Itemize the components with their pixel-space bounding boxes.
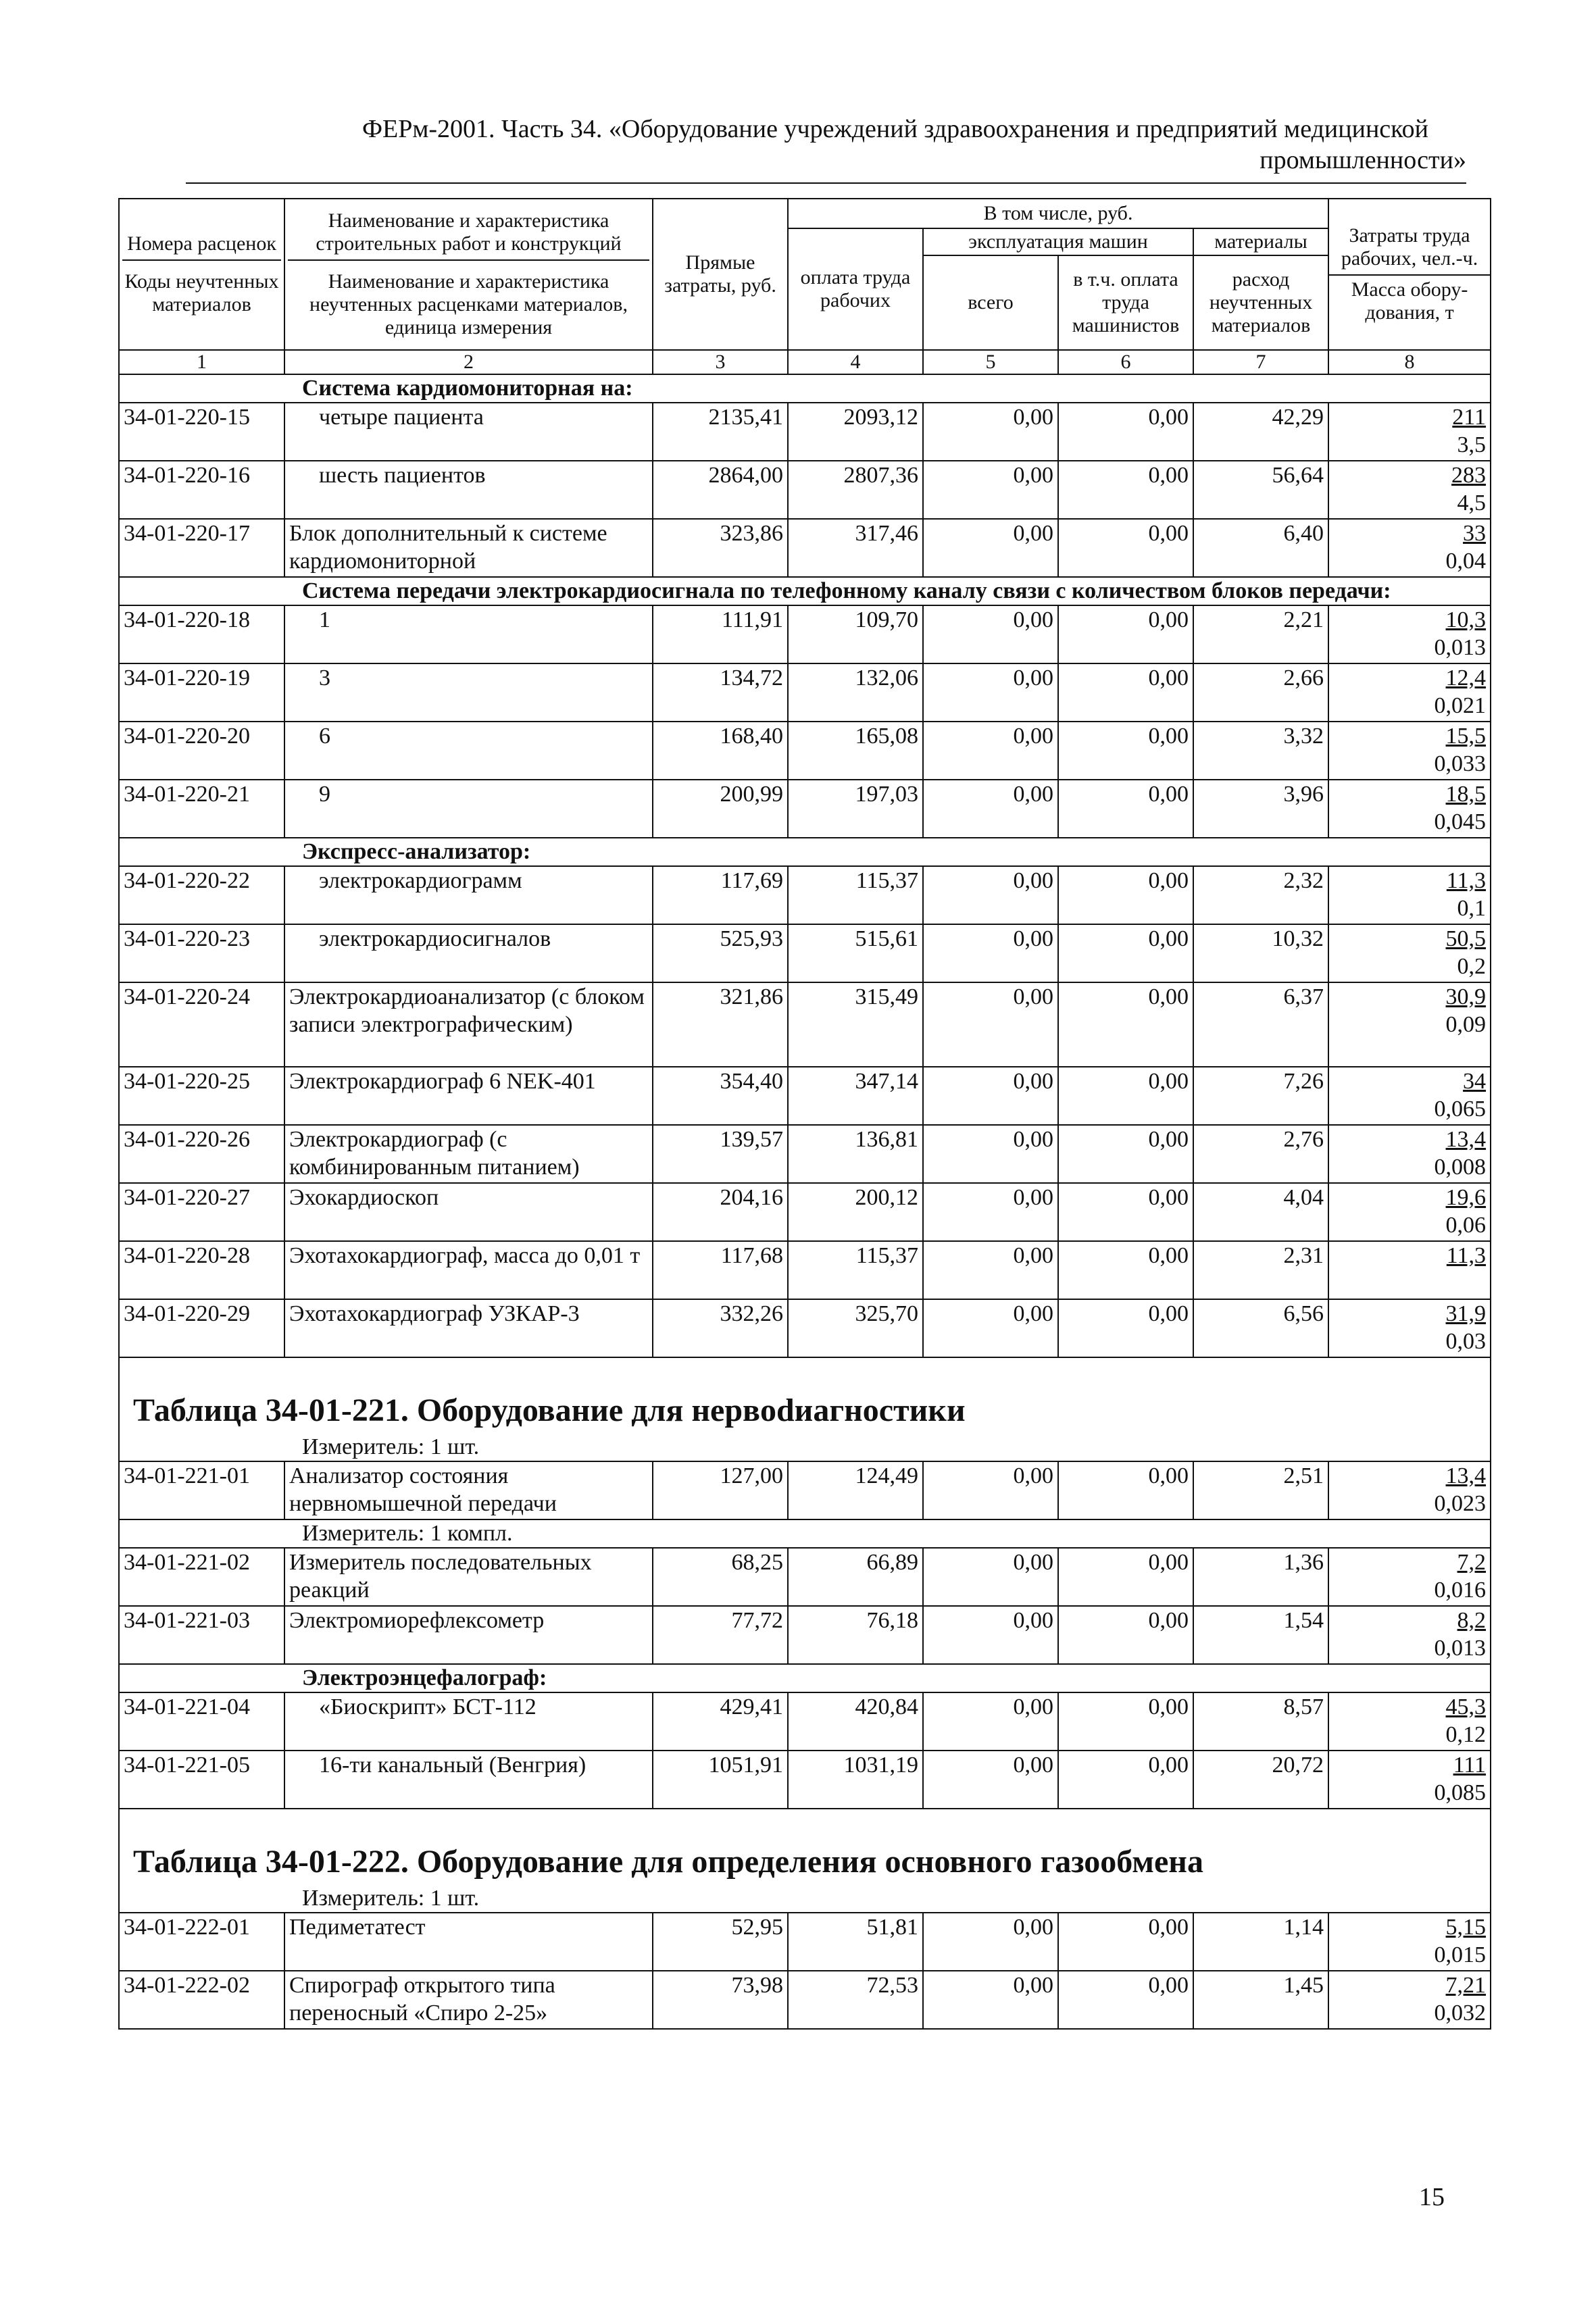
labor-mass-cell xyxy=(1328,1913,1491,1971)
work-name: четыре пациента xyxy=(284,403,653,461)
machine-cost: 0,00 xyxy=(923,663,1058,722)
table-row xyxy=(119,663,1491,722)
section-group-row xyxy=(119,577,1491,605)
table-row xyxy=(119,1692,1491,1751)
materials-cost: 8,57 xyxy=(1193,1692,1328,1751)
labor-mass-cell xyxy=(1328,519,1491,577)
table-title-row xyxy=(119,1809,1491,1885)
labor-cost: 72,53 xyxy=(788,1971,923,2029)
machine-cost: 0,00 xyxy=(923,1606,1058,1664)
labor-hours: 13,4 xyxy=(1445,1463,1487,1488)
labor-cost: 420,84 xyxy=(788,1692,923,1751)
head-col3: Прямые затраты, руб. xyxy=(653,199,788,350)
machinist-cost: 0,00 xyxy=(1058,1548,1193,1606)
labor-cost: 115,37 xyxy=(788,866,923,924)
materials-cost: 20,72 xyxy=(1193,1751,1328,1809)
labor-cost: 200,12 xyxy=(788,1183,923,1241)
machinist-cost: 0,00 xyxy=(1058,1125,1193,1183)
machinist-cost: 0,00 xyxy=(1058,924,1193,982)
machinist-cost: 0,00 xyxy=(1058,1461,1193,1519)
machinist-cost: 0,00 xyxy=(1058,1971,1193,2029)
column-number: 1 xyxy=(119,350,284,374)
rate-code: 34-01-220-24 xyxy=(119,982,284,1067)
machinist-cost: 0,00 xyxy=(1058,605,1193,663)
rate-code: 34-01-220-27 xyxy=(119,1183,284,1241)
section-group-row xyxy=(119,1664,1491,1692)
labor-cost: 51,81 xyxy=(788,1913,923,1971)
labor-hours: 12,4 xyxy=(1445,665,1487,690)
machinist-cost: 0,00 xyxy=(1058,663,1193,722)
direct-cost: 323,86 xyxy=(653,519,788,577)
direct-cost: 134,72 xyxy=(653,663,788,722)
labor-hours: 31,9 xyxy=(1445,1301,1487,1326)
materials-cost: 1,54 xyxy=(1193,1606,1328,1664)
equipment-mass: 0,03 xyxy=(1445,1329,1487,1354)
machinist-cost: 0,00 xyxy=(1058,403,1193,461)
machine-cost: 0,00 xyxy=(923,1913,1058,1971)
labor-mass-cell xyxy=(1328,461,1491,519)
labor-mass-cell xyxy=(1328,1183,1491,1241)
table-title-row xyxy=(119,1357,1491,1434)
table-row xyxy=(119,1751,1491,1809)
labor-mass-cell xyxy=(1328,780,1491,838)
equipment-mass: 0,016 xyxy=(1434,1578,1487,1603)
head-col2-bottom: Наименование и характеристика неучтенных расценками материалов, единица измерения xyxy=(309,270,628,338)
head-group-mach: эксплуатация машин xyxy=(923,228,1193,255)
table-row xyxy=(119,1125,1491,1183)
rate-code: 34-01-220-17 xyxy=(119,519,284,577)
materials-cost: 2,32 xyxy=(1193,866,1328,924)
labor-hours: 19,6 xyxy=(1445,1185,1487,1210)
machinist-cost: 0,00 xyxy=(1058,1606,1193,1664)
labor-hours: 13,4 xyxy=(1445,1127,1487,1152)
labor-cost: 2807,36 xyxy=(788,461,923,519)
rate-code: 34-01-220-26 xyxy=(119,1125,284,1183)
table-row xyxy=(119,519,1491,577)
direct-cost: 117,68 xyxy=(653,1241,788,1299)
rate-code: 34-01-221-03 xyxy=(119,1606,284,1664)
machinist-cost: 0,00 xyxy=(1058,1692,1193,1751)
direct-cost: 111,91 xyxy=(653,605,788,663)
section-group-row xyxy=(119,374,1491,403)
machinist-cost: 0,00 xyxy=(1058,519,1193,577)
rate-code: 34-01-222-02 xyxy=(119,1971,284,2029)
labor-mass-cell xyxy=(1328,663,1491,722)
machinist-cost: 0,00 xyxy=(1058,982,1193,1067)
table-row xyxy=(119,1183,1491,1241)
work-name: «Биоскрипт» БСТ-112 xyxy=(284,1692,653,1751)
rate-code: 34-01-221-01 xyxy=(119,1461,284,1519)
machine-cost: 0,00 xyxy=(923,1461,1058,1519)
direct-cost: 354,40 xyxy=(653,1067,788,1125)
machine-cost: 0,00 xyxy=(923,1241,1058,1299)
work-name: Педиметатест xyxy=(284,1913,653,1971)
rate-code: 34-01-220-21 xyxy=(119,780,284,838)
labor-hours: 50,5 xyxy=(1445,926,1487,951)
machine-cost: 0,00 xyxy=(923,1548,1058,1606)
machine-cost: 0,00 xyxy=(923,1692,1058,1751)
labor-cost: 115,37 xyxy=(788,1241,923,1299)
work-name: Электрокардиограф 6 NEK-401 xyxy=(284,1067,653,1125)
rate-code: 34-01-220-23 xyxy=(119,924,284,982)
labor-mass-cell xyxy=(1328,1606,1491,1664)
labor-hours: 5,15 xyxy=(1445,1915,1487,1940)
work-name: Измеритель последовательных реакций xyxy=(284,1548,653,1606)
table-row xyxy=(119,722,1491,780)
head-col7: расход неучтенных материалов xyxy=(1193,255,1328,350)
labor-mass-cell xyxy=(1328,1125,1491,1183)
machine-cost: 0,00 xyxy=(923,1125,1058,1183)
unit-of-measure-row xyxy=(119,1885,1491,1913)
materials-cost: 2,21 xyxy=(1193,605,1328,663)
labor-hours: 45,3 xyxy=(1445,1694,1487,1719)
rate-code: 34-01-220-18 xyxy=(119,605,284,663)
work-name: электрокардиосигналов xyxy=(284,924,653,982)
materials-cost: 10,32 xyxy=(1193,924,1328,982)
head-col4: оплата труда рабочих xyxy=(788,228,923,350)
unit-of-measure-row xyxy=(119,1519,1491,1548)
machinist-cost: 0,00 xyxy=(1058,780,1193,838)
labor-cost: 2093,12 xyxy=(788,403,923,461)
machine-cost: 0,00 xyxy=(923,605,1058,663)
work-name: Эхокардиоскоп xyxy=(284,1183,653,1241)
table-row xyxy=(119,1913,1491,1971)
machinist-cost: 0,00 xyxy=(1058,1913,1193,1971)
rate-code: 34-01-220-16 xyxy=(119,461,284,519)
direct-cost: 525,93 xyxy=(653,924,788,982)
machine-cost: 0,00 xyxy=(923,722,1058,780)
rate-code: 34-01-220-22 xyxy=(119,866,284,924)
head-col1 xyxy=(119,199,284,350)
direct-cost: 2135,41 xyxy=(653,403,788,461)
equipment-mass: 0,09 xyxy=(1445,1012,1487,1037)
labor-mass-cell xyxy=(1328,1548,1491,1606)
labor-mass-cell xyxy=(1328,605,1491,663)
column-numbers xyxy=(119,350,1491,374)
direct-cost: 200,99 xyxy=(653,780,788,838)
table-row xyxy=(119,461,1491,519)
labor-cost: 76,18 xyxy=(788,1606,923,1664)
machine-cost: 0,00 xyxy=(923,519,1058,577)
direct-cost: 204,16 xyxy=(653,1183,788,1241)
work-name: Спирограф открытого типа переносный «Спиро 2-25» xyxy=(284,1971,653,2029)
materials-cost: 7,26 xyxy=(1193,1067,1328,1125)
column-number: 3 xyxy=(653,350,788,374)
section-heading: Система кардиомониторная на: xyxy=(119,374,1491,403)
direct-cost: 2864,00 xyxy=(653,461,788,519)
equipment-mass: 0,021 xyxy=(1434,693,1487,718)
machinist-cost: 0,00 xyxy=(1058,461,1193,519)
rate-code: 34-01-221-05 xyxy=(119,1751,284,1809)
materials-cost: 2,76 xyxy=(1193,1125,1328,1183)
labor-mass-cell xyxy=(1328,924,1491,982)
materials-cost: 2,66 xyxy=(1193,663,1328,722)
labor-cost: 165,08 xyxy=(788,722,923,780)
rate-code: 34-01-220-20 xyxy=(119,722,284,780)
machine-cost: 0,00 xyxy=(923,461,1058,519)
labor-mass-cell xyxy=(1328,982,1491,1067)
labor-hours: 33 xyxy=(1463,521,1487,546)
materials-cost: 4,04 xyxy=(1193,1183,1328,1241)
materials-cost: 1,45 xyxy=(1193,1971,1328,2029)
column-number: 4 xyxy=(788,350,923,374)
labor-hours: 10,3 xyxy=(1445,607,1487,632)
labor-hours: 11,3 xyxy=(1446,868,1487,893)
labor-mass-cell xyxy=(1328,1971,1491,2029)
work-name: Электромиорефлексометр xyxy=(284,1606,653,1664)
equipment-mass: 0,085 xyxy=(1434,1780,1487,1805)
head-col2 xyxy=(284,199,653,350)
labor-hours: 283 xyxy=(1451,463,1487,488)
head-col6: в т.ч. оплата труда машинистов xyxy=(1058,255,1193,350)
labor-cost: 124,49 xyxy=(788,1461,923,1519)
unit-of-measure: Измеритель: 1 компл. xyxy=(119,1519,1491,1548)
page-number: 15 xyxy=(1419,2183,1445,2211)
work-name: шесть пациентов xyxy=(284,461,653,519)
table-header xyxy=(119,199,1491,374)
labor-hours: 8,2 xyxy=(1457,1608,1487,1633)
machinist-cost: 0,00 xyxy=(1058,866,1193,924)
labor-mass-cell xyxy=(1328,1299,1491,1357)
materials-cost: 42,29 xyxy=(1193,403,1328,461)
work-name: Эхотахокардиограф, масса до 0,01 т xyxy=(284,1241,653,1299)
table-row xyxy=(119,605,1491,663)
head-col8-bottom: Масса обору-дования, т xyxy=(1351,278,1468,324)
labor-hours: 15,5 xyxy=(1445,724,1487,749)
labor-cost: 347,14 xyxy=(788,1067,923,1125)
materials-cost: 1,14 xyxy=(1193,1913,1328,1971)
table-row xyxy=(119,1299,1491,1357)
labor-cost: 197,03 xyxy=(788,780,923,838)
labor-mass-cell xyxy=(1328,1461,1491,1519)
column-number: 7 xyxy=(1193,350,1328,374)
equipment-mass: 0,065 xyxy=(1434,1097,1487,1122)
machinist-cost: 0,00 xyxy=(1058,722,1193,780)
equipment-mass: 0,013 xyxy=(1434,1636,1487,1661)
materials-cost: 6,40 xyxy=(1193,519,1328,577)
rate-code: 34-01-220-29 xyxy=(119,1299,284,1357)
machine-cost: 0,00 xyxy=(923,982,1058,1067)
labor-cost: 325,70 xyxy=(788,1299,923,1357)
column-number: 8 xyxy=(1328,350,1491,374)
table-title: Таблица 34-01-222. Оборудование для определения основного газообмена xyxy=(119,1809,1491,1885)
equipment-mass: 0,023 xyxy=(1434,1491,1487,1516)
labor-cost: 317,46 xyxy=(788,519,923,577)
head-col1-top: Номера расценок xyxy=(122,232,281,261)
column-number: 6 xyxy=(1058,350,1193,374)
column-number: 2 xyxy=(284,350,653,374)
running-header xyxy=(324,114,1466,176)
head-col1-bottom: Коды неучтенных материалов xyxy=(124,270,279,316)
labor-cost: 109,70 xyxy=(788,605,923,663)
equipment-mass: 0,04 xyxy=(1445,549,1487,574)
head-group-mat: материалы xyxy=(1193,228,1328,255)
unit-of-measure-row xyxy=(119,1434,1491,1461)
machinist-cost: 0,00 xyxy=(1058,1241,1193,1299)
head-col8 xyxy=(1328,199,1491,350)
labor-hours: 111 xyxy=(1453,1753,1487,1778)
work-name: 16-ти канальный (Венгрия) xyxy=(284,1751,653,1809)
direct-cost: 117,69 xyxy=(653,866,788,924)
header-line-2: промышленности» xyxy=(1260,146,1466,174)
materials-cost: 1,36 xyxy=(1193,1548,1328,1606)
labor-cost: 132,06 xyxy=(788,663,923,722)
equipment-mass: 0,032 xyxy=(1434,2001,1487,2026)
rate-code: 34-01-220-28 xyxy=(119,1241,284,1299)
labor-cost: 1031,19 xyxy=(788,1751,923,1809)
equipment-mass: 4,5 xyxy=(1457,491,1487,515)
section-heading: Электроэнцефалограф: xyxy=(119,1664,1491,1692)
equipment-mass: 0,033 xyxy=(1434,751,1487,776)
unit-of-measure: Измеритель: 1 шт. xyxy=(119,1434,1491,1461)
rate-code: 34-01-221-04 xyxy=(119,1692,284,1751)
table-row xyxy=(119,403,1491,461)
materials-cost: 6,37 xyxy=(1193,982,1328,1067)
table-row xyxy=(119,1606,1491,1664)
direct-cost: 77,72 xyxy=(653,1606,788,1664)
table-row xyxy=(119,1461,1491,1519)
direct-cost: 68,25 xyxy=(653,1548,788,1606)
equipment-mass: 0,12 xyxy=(1445,1722,1487,1747)
labor-cost: 515,61 xyxy=(788,924,923,982)
machinist-cost: 0,00 xyxy=(1058,1751,1193,1809)
section-heading: Система передачи электрокардиосигнала по телефонному каналу связи с количеством блоков передачи: xyxy=(119,577,1491,605)
work-name: Анализатор состояния нервномышечной передачи xyxy=(284,1461,653,1519)
column-number: 5 xyxy=(923,350,1058,374)
equipment-mass: 0,06 xyxy=(1445,1213,1487,1238)
direct-cost: 168,40 xyxy=(653,722,788,780)
materials-cost: 2,31 xyxy=(1193,1241,1328,1299)
head-col5: всего xyxy=(923,255,1058,350)
materials-cost: 3,32 xyxy=(1193,722,1328,780)
equipment-mass: 0,013 xyxy=(1434,635,1487,660)
labor-hours: 30,9 xyxy=(1445,984,1487,1009)
equipment-mass: 0,1 xyxy=(1457,896,1487,921)
labor-mass-cell xyxy=(1328,1751,1491,1809)
labor-mass-cell xyxy=(1328,722,1491,780)
equipment-mass: 0,015 xyxy=(1434,1942,1487,1967)
direct-cost: 73,98 xyxy=(653,1971,788,2029)
equipment-mass: 0,2 xyxy=(1457,954,1487,979)
labor-mass-cell xyxy=(1328,866,1491,924)
materials-cost: 3,96 xyxy=(1193,780,1328,838)
table-row xyxy=(119,982,1491,1067)
equipment-mass: 0,008 xyxy=(1434,1155,1487,1180)
head-col2-top: Наименование и характеристика строительных работ и конструкций xyxy=(288,209,649,261)
labor-mass-cell xyxy=(1328,403,1491,461)
section-group-row xyxy=(119,838,1491,866)
table-title: Таблица 34-01-221. Оборудование для нервodиагностики xyxy=(119,1357,1491,1434)
direct-cost: 321,86 xyxy=(653,982,788,1067)
labor-hours: 7,21 xyxy=(1445,1973,1487,1998)
labor-hours: 11,3 xyxy=(1446,1243,1487,1268)
machine-cost: 0,00 xyxy=(923,403,1058,461)
labor-hours: 7,2 xyxy=(1457,1550,1487,1575)
work-name: Электрокардиограф (с комбинированным питанием) xyxy=(284,1125,653,1183)
table-row xyxy=(119,1067,1491,1125)
machine-cost: 0,00 xyxy=(923,780,1058,838)
equipment-mass: 0,045 xyxy=(1434,809,1487,834)
section-heading: Экспресс-анализатор: xyxy=(119,838,1491,866)
work-name: 1 xyxy=(284,605,653,663)
labor-hours: 34 xyxy=(1463,1069,1487,1094)
unit-of-measure: Измеритель: 1 шт. xyxy=(119,1885,1491,1913)
labor-mass-cell xyxy=(1328,1067,1491,1125)
table-row xyxy=(119,1971,1491,2029)
table-row xyxy=(119,780,1491,838)
machine-cost: 0,00 xyxy=(923,1183,1058,1241)
materials-cost: 2,51 xyxy=(1193,1461,1328,1519)
table-row xyxy=(119,924,1491,982)
table-row xyxy=(119,1548,1491,1606)
direct-cost: 52,95 xyxy=(653,1913,788,1971)
direct-cost: 139,57 xyxy=(653,1125,788,1183)
rate-code: 34-01-221-02 xyxy=(119,1548,284,1606)
rate-code: 34-01-222-01 xyxy=(119,1913,284,1971)
machinist-cost: 0,00 xyxy=(1058,1183,1193,1241)
direct-cost: 127,00 xyxy=(653,1461,788,1519)
labor-mass-cell xyxy=(1328,1692,1491,1751)
direct-cost: 332,26 xyxy=(653,1299,788,1357)
machinist-cost: 0,00 xyxy=(1058,1299,1193,1357)
rate-code: 34-01-220-19 xyxy=(119,663,284,722)
head-col8-top: Затраты труда рабочих, чел.-ч. xyxy=(1329,222,1490,276)
work-name: электрокардиограмм xyxy=(284,866,653,924)
price-table xyxy=(118,198,1491,2030)
machine-cost: 0,00 xyxy=(923,866,1058,924)
work-name: 9 xyxy=(284,780,653,838)
head-group-incl: В том числе, руб. xyxy=(788,199,1328,228)
work-name: Блок дополнительный к системе кардиомониторной xyxy=(284,519,653,577)
header-line-1: ФЕРм-2001. Часть 34. «Оборудование учреждений здравоохранения и предприятий медицинской xyxy=(361,115,1429,143)
table-row xyxy=(119,866,1491,924)
labor-hours: 211 xyxy=(1452,405,1487,430)
direct-cost: 429,41 xyxy=(653,1692,788,1751)
work-name: Эхотахокардиограф УЗКАР-3 xyxy=(284,1299,653,1357)
materials-cost: 56,64 xyxy=(1193,461,1328,519)
machine-cost: 0,00 xyxy=(923,1971,1058,2029)
work-name: Электрокардиоанализатор (с блоком записи электрографическим) xyxy=(284,982,653,1067)
machine-cost: 0,00 xyxy=(923,924,1058,982)
machine-cost: 0,00 xyxy=(923,1751,1058,1809)
table-row xyxy=(119,1241,1491,1299)
header-rule xyxy=(186,182,1466,184)
machinist-cost: 0,00 xyxy=(1058,1067,1193,1125)
labor-mass-cell xyxy=(1328,1241,1491,1299)
work-name: 6 xyxy=(284,722,653,780)
work-name: 3 xyxy=(284,663,653,722)
labor-hours: 18,5 xyxy=(1445,782,1487,807)
rate-code: 34-01-220-25 xyxy=(119,1067,284,1125)
equipment-mass: 3,5 xyxy=(1457,432,1487,457)
labor-cost: 136,81 xyxy=(788,1125,923,1183)
machine-cost: 0,00 xyxy=(923,1299,1058,1357)
table-body xyxy=(119,374,1491,2029)
materials-cost: 6,56 xyxy=(1193,1299,1328,1357)
rate-code: 34-01-220-15 xyxy=(119,403,284,461)
labor-cost: 66,89 xyxy=(788,1548,923,1606)
machine-cost: 0,00 xyxy=(923,1067,1058,1125)
direct-cost: 1051,91 xyxy=(653,1751,788,1809)
labor-cost: 315,49 xyxy=(788,982,923,1067)
